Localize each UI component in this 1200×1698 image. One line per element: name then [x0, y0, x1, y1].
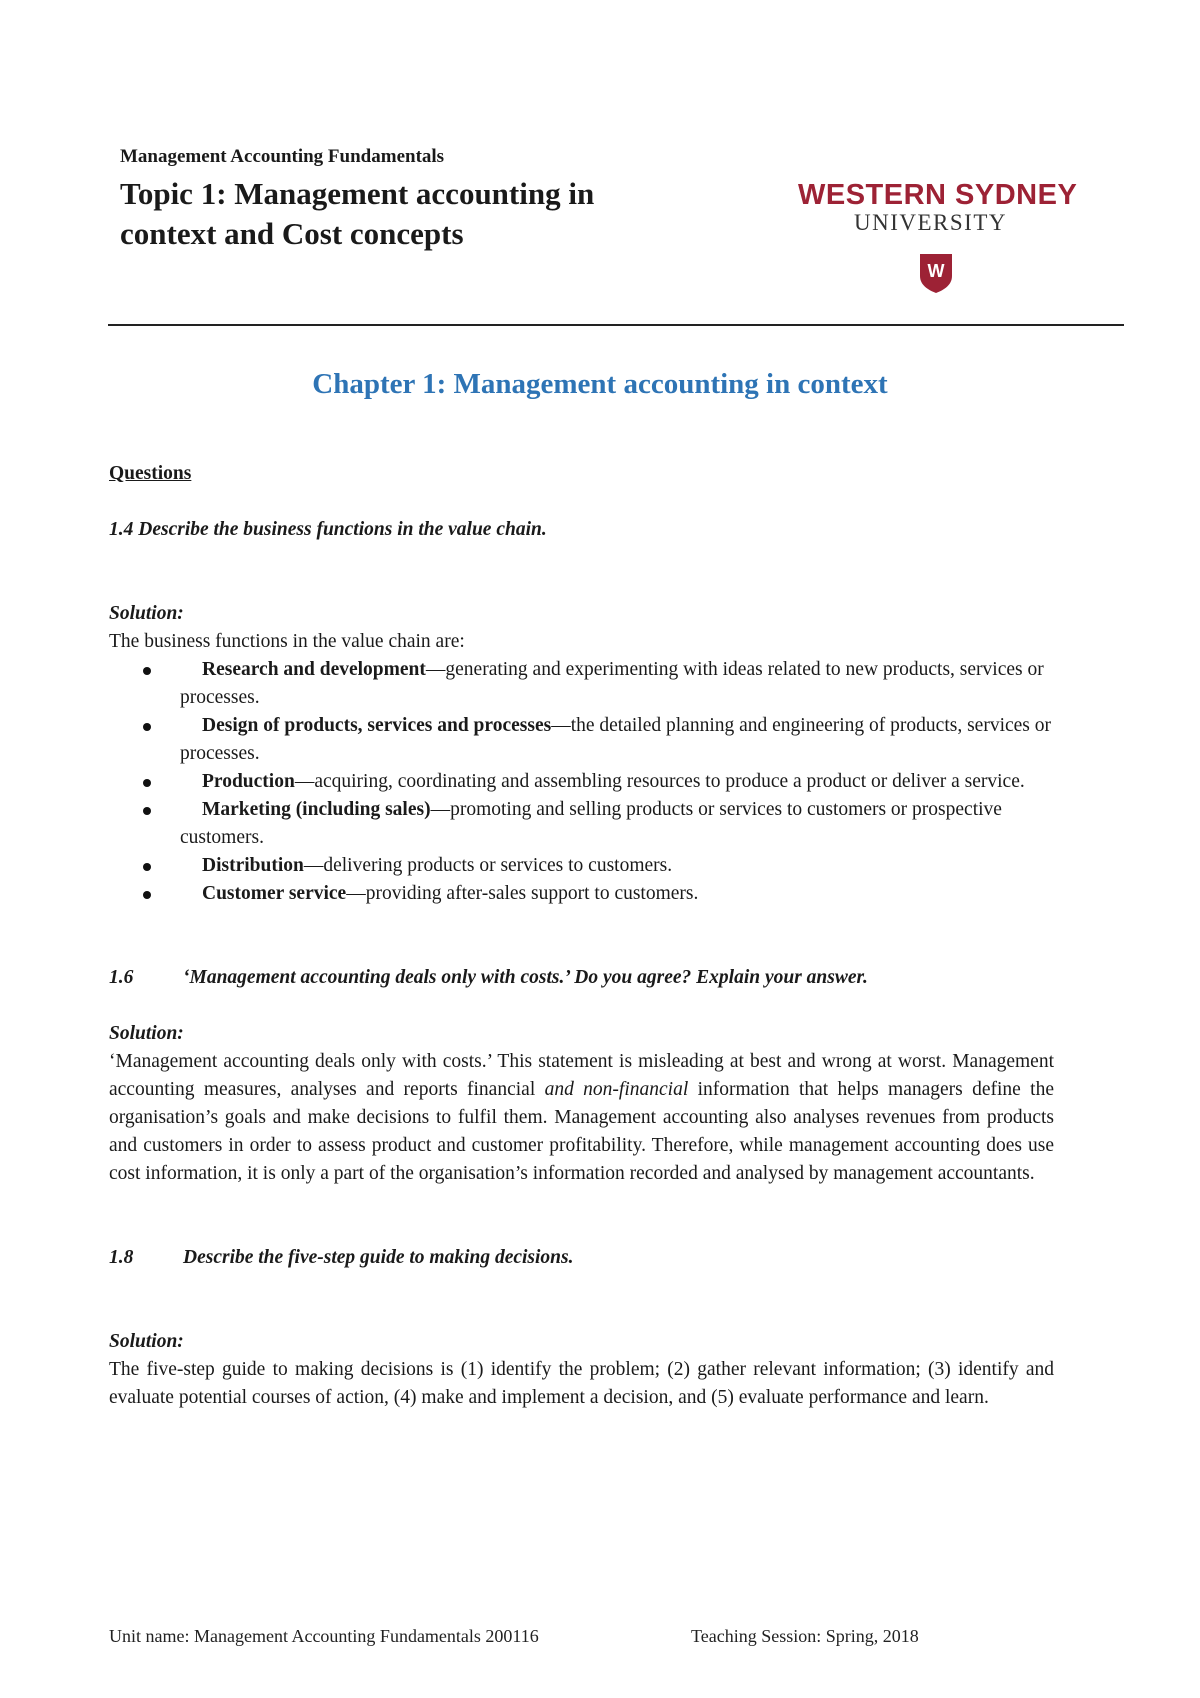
solution-text-part: ‘Management accounting deals only with costs.’ This statement is misleading at best and wrong at worst. Management accounting measures, analyses and reports financial: [109, 1051, 1054, 1100]
university-logo: [798, 179, 1078, 281]
footer-teaching-session: Teaching Session: Spring, 2018: [691, 1626, 919, 1646]
list-item: [109, 768, 1054, 796]
topic-title-line2: context and Cost concepts: [120, 216, 464, 251]
question-text: Describe the five-step guide to making decisions.: [183, 1247, 574, 1268]
bullet-icon: [143, 667, 151, 675]
solution-intro: The business functions in the value chain are:: [109, 631, 465, 652]
list-item-text: —providing after-sales support to customers.: [346, 883, 699, 904]
list-item-text: —promoting and selling products or services to customers or prospective customers.: [180, 799, 1002, 848]
solution-text: [109, 1048, 1054, 1188]
solution-text: The five-step guide to making decisions is (1) identify the problem; (2) gather relevant information; (3) identify and evaluate potential courses of action, (4) make and implement a decision, and (5) evaluate performance and learn.: [109, 1359, 1054, 1408]
bullet-icon: [143, 723, 151, 731]
question-1-6: [109, 964, 1054, 992]
bullet-icon: [143, 779, 151, 787]
list-item-text: —delivering products or services to customers.: [303, 855, 673, 876]
solution-label: Solution:: [109, 1023, 184, 1044]
footer-unit-name: Unit name: Management Accounting Fundamentals 200116: [109, 1626, 539, 1646]
list-item: [109, 852, 1054, 880]
list-item-term: Production: [202, 771, 295, 792]
topic-title: [120, 174, 680, 254]
list-item-term: Marketing (including sales): [202, 799, 431, 820]
document-body: [109, 460, 1054, 1412]
list-item-text: —generating and experimenting with ideas related to new products, services or processes.: [180, 659, 1044, 708]
solution-label: Solution:: [109, 1331, 184, 1352]
header-divider: [108, 324, 1124, 326]
question-number: 1.6: [109, 967, 134, 988]
list-item: [109, 712, 1054, 768]
list-item-term: Design of products, services and processes: [202, 715, 552, 736]
list-item-term: Customer service: [202, 883, 347, 904]
logo-wordmark-line1: WESTERN SYDNEY: [798, 179, 1078, 211]
bullet-icon: [143, 863, 151, 871]
bullet-icon: [143, 807, 151, 815]
list-item: [109, 880, 1054, 908]
question-1-4: 1.4 Describe the business functions in the value chain.: [109, 519, 547, 540]
logo-wordmark-line2: UNIVERSITY: [854, 210, 1007, 235]
value-chain-list: [109, 656, 1054, 908]
question-1-8: [109, 1244, 1054, 1272]
document-header: [120, 146, 680, 254]
shield-letter: W: [927, 261, 945, 281]
list-item-text: —the detailed planning and engineering of products, services or processes.: [180, 715, 1052, 764]
solution-label: Solution:: [109, 603, 184, 624]
list-item-term: Research and development: [202, 659, 426, 680]
topic-title-line1: Topic 1: Management accounting in: [120, 176, 595, 211]
chapter-title: Chapter 1: Management accounting in context: [312, 368, 888, 400]
shield-icon: [918, 252, 954, 294]
bullet-icon: [143, 891, 151, 899]
questions-heading: Questions: [109, 463, 192, 484]
solution-emphasis: and non-financial: [544, 1079, 689, 1100]
course-name: Management Accounting Fundamentals: [120, 146, 445, 167]
list-item-text: —acquiring, coordinating and assembling resources to produce a product or deliver a service.: [294, 771, 1025, 792]
list-item-term: Distribution: [202, 855, 304, 876]
solution-text-part: information that helps managers define the organisation’s goals and make decisions to fulfil them. Management accounting also analyses revenues from products and customers in order to assess product and customer profitability. Therefore, while management accounting does use cost information, it is only a part of the organisation’s information recorded and analysed by management accountants.: [109, 1079, 1054, 1184]
list-item: [109, 656, 1054, 712]
list-item: [109, 796, 1054, 852]
question-text: ‘Management accounting deals only with costs.’ Do you agree? Explain your answer.: [183, 967, 868, 988]
question-number: 1.8: [109, 1247, 134, 1268]
